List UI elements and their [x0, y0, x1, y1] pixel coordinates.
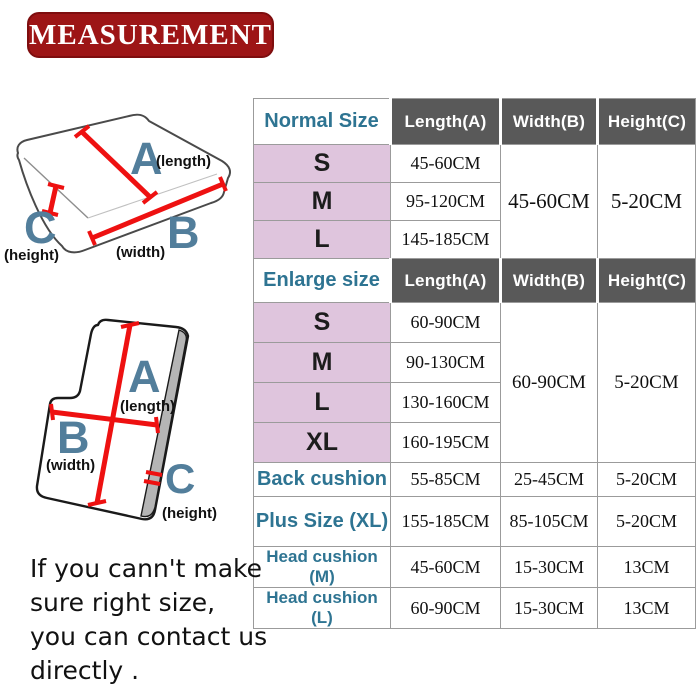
size-cell: L [254, 221, 391, 259]
size-cell: XL [254, 423, 391, 463]
size-cell: M [254, 183, 391, 221]
back-cushion-diagram [16, 294, 238, 542]
letter-b: B [167, 207, 200, 258]
length-cell: 45-60CM [391, 145, 501, 183]
length-cell: 90-130CM [391, 343, 501, 383]
contact-note-line: If you cann't make [30, 554, 263, 583]
width-label: (width) [116, 244, 166, 261]
size-cell: M [254, 343, 391, 383]
letter-a: A [130, 133, 163, 184]
width-column-header: Width(B) [501, 259, 598, 303]
length-column-header: Length(A) [391, 259, 501, 303]
size-cell: S [254, 145, 391, 183]
contact-note-line: sure right size, [30, 588, 216, 617]
length-cell: 60-90CM [391, 588, 501, 629]
width-label: (width) [46, 457, 96, 474]
letter-a: A [128, 351, 161, 402]
height-label: (height) [4, 247, 59, 264]
letter-c: C [24, 202, 57, 253]
length-cell: 55-85CM [391, 463, 501, 497]
table-row [254, 547, 696, 588]
width-cell: 15-30CM [501, 547, 598, 588]
length-label: (length) [120, 398, 175, 415]
enlarge-size-header: Enlarge size [254, 259, 391, 303]
merged-width-cell: 60-90CM [501, 303, 598, 463]
merged-width-cell: 45-60CM [501, 145, 598, 259]
row-label: Head cushion (M) [254, 547, 391, 588]
height-cell: 5-20CM [598, 497, 696, 547]
length-cell: 145-185CM [391, 221, 501, 259]
length-cell: 45-60CM [391, 547, 501, 588]
size-table [253, 98, 696, 629]
height-cell: 13CM [598, 547, 696, 588]
height-cell: 5-20CM [598, 463, 696, 497]
table-row [254, 145, 696, 183]
height-column-header: Height(C) [598, 99, 696, 145]
length-cell: 95-120CM [391, 183, 501, 221]
seat-cushion-diagram [2, 100, 242, 292]
height-cell: 13CM [598, 588, 696, 629]
contact-note-line: you can contact us [30, 622, 268, 651]
contact-note [30, 552, 280, 688]
width-cell: 85-105CM [501, 497, 598, 547]
length-cell: 60-90CM [391, 303, 501, 343]
width-cell: 15-30CM [501, 588, 598, 629]
height-label: (height) [162, 505, 217, 522]
length-cell: 160-195CM [391, 423, 501, 463]
width-cell: 25-45CM [501, 463, 598, 497]
length-label: (length) [156, 153, 211, 170]
table-row [254, 588, 696, 629]
merged-height-cell: 5-20CM [598, 303, 696, 463]
letter-b: B [57, 412, 90, 463]
enlarge-header-row [254, 259, 696, 303]
table-row [254, 303, 696, 343]
normal-header-row [254, 99, 696, 145]
length-column-header: Length(A) [391, 99, 501, 145]
size-cell: L [254, 383, 391, 423]
length-cell: 155-185CM [391, 497, 501, 547]
table-row [254, 497, 696, 547]
row-label: Head cushion (L) [254, 588, 391, 629]
table-row [254, 463, 696, 497]
size-cell: S [254, 303, 391, 343]
length-cell: 130-160CM [391, 383, 501, 423]
row-label: Plus Size (XL) [254, 497, 391, 547]
normal-size-header: Normal Size [254, 99, 391, 145]
row-label: Back cushion [254, 463, 391, 497]
height-column-header: Height(C) [598, 259, 696, 303]
merged-height-cell: 5-20CM [598, 145, 696, 259]
measurement-badge: MEASUREMENT [27, 12, 274, 58]
width-column-header: Width(B) [501, 99, 598, 145]
letter-c: C [165, 455, 196, 502]
contact-note-line: directly . [30, 656, 140, 685]
